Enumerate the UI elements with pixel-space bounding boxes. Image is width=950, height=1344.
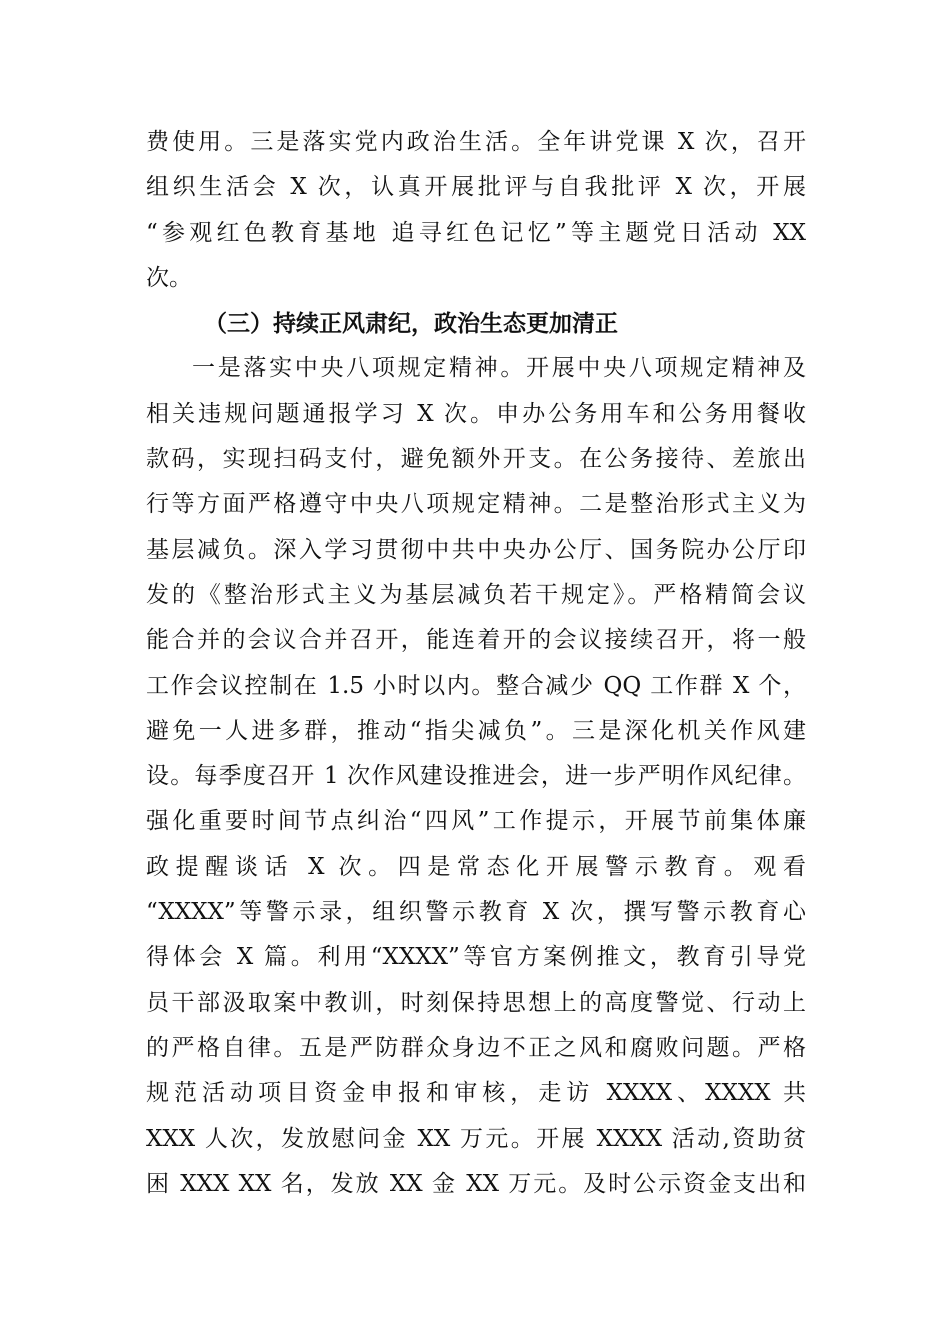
paragraph-line: 规范活动项目资金申报和审核，走访 XXXX、XXXX 共 xyxy=(146,1080,806,1107)
paragraph-line: 一是落实中央八项规定精神。开展中央八项规定精神及 xyxy=(192,355,806,382)
paragraph-line: 费使用。三是落实党内政治生活。全年讲党课 X 次，召开 xyxy=(146,129,806,155)
paragraph-line: XXX 人次，发放慰问金 XX 万元。开展 XXXX 活动,资助贫 xyxy=(146,1125,806,1152)
paragraph-line: 政提醒谈话 X 次。四是常态化开展警示教育。观看 xyxy=(146,853,806,880)
paragraph-line: 的严格自律。五是严防群众身边不正之风和腐败问题。严格 xyxy=(146,1034,806,1061)
paragraph-line: “XXXX”等警示录，组织警示教育 X 次，撰写警示教育心 xyxy=(146,899,806,926)
paragraph-line: 工作会议控制在 1.5 小时以内。整合减少 QQ 工作群 X 个， xyxy=(146,672,806,699)
document-body xyxy=(146,120,806,1207)
section-heading: （三）持续正风肃纪，政治生态更加清正 xyxy=(204,310,618,338)
paragraph-line: 设。每季度召开 1 次作风建设推进会，进一步严明作风纪律。 xyxy=(146,763,806,790)
paragraph-line: 相关违规问题通报学习 X 次。申办公务用车和公务用餐收 xyxy=(146,400,806,427)
paragraph-line: 行等方面严格遵守中央八项规定精神。二是整治形式主义为 xyxy=(146,491,806,518)
paragraph-line: “参观红色教育基地 追寻红色记忆”等主题党日活动 XX xyxy=(146,219,806,246)
paragraph-line: 发的《整治形式主义为基层减负若干规定》。严格精简会议 xyxy=(146,581,806,608)
paragraph-line: 款码，实现扫码支付，避免额外开支。在公务接待、差旅出 xyxy=(146,446,806,473)
paragraph-line: 员干部汲取案中教训，时刻保持思想上的高度警觉、行动上 xyxy=(146,989,806,1016)
paragraph-line: 强化重要时间节点纠治“四风”工作提示，开展节前集体廉 xyxy=(146,808,806,835)
paragraph-line: 基层减负。深入学习贯彻中共中央办公厅、国务院办公厅印 xyxy=(146,536,806,563)
paragraph-line: 困 XXX XX 名，发放 XX 金 XX 万元。及时公示资金支出和 xyxy=(146,1170,806,1197)
paragraph-line: 避免一人进多群，推动“指尖减负”。三是深化机关作风建 xyxy=(146,717,806,744)
paragraph-line: 能合并的会议合并召开，能连着开的会议接续召开，将一般 xyxy=(146,627,806,654)
paragraph-line: 得体会 X 篇。利用“XXXX”等官方案例推文，教育引导党 xyxy=(146,944,806,971)
paragraph-line: 次。 xyxy=(146,264,192,291)
paragraph-line: 组织生活会 X 次，认真开展批评与自我批评 X 次，开展 xyxy=(146,174,806,201)
